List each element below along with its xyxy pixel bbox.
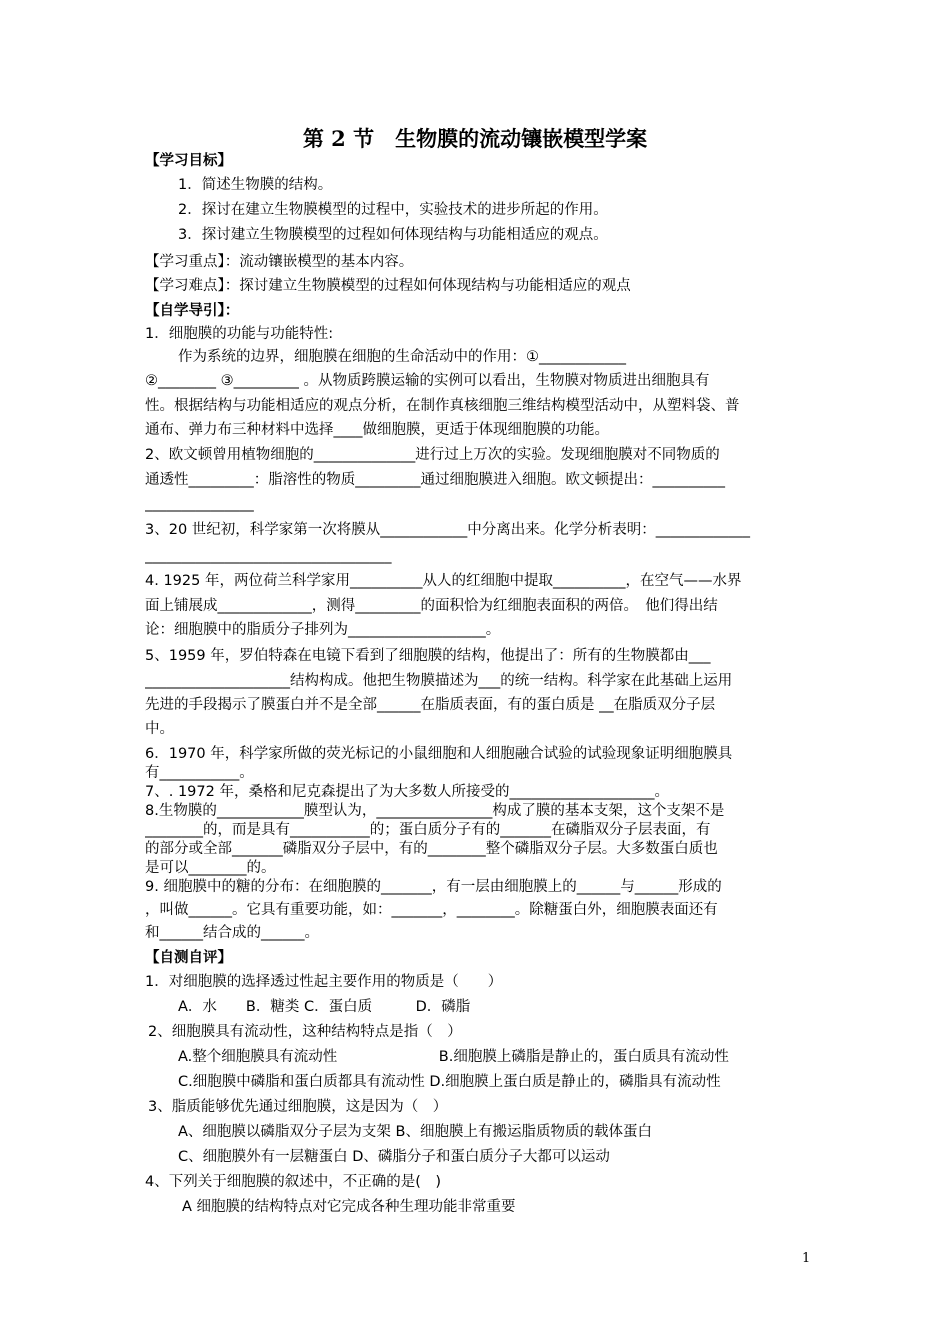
key-point-line: 【学习重点】：流动镶嵌模型的基本内容。 <box>145 254 414 270</box>
text-line: 作为系统的边界，细胞膜在细胞的生命活动中的作用：①____________ <box>178 349 626 365</box>
text-line: 通布、弹力布三种材料中选择____做细胞膜，更适于体现细胞膜的功能。 <box>145 422 609 438</box>
question-line: 4、下列关于细胞膜的叙述中，不正确的是( ) <box>145 1174 442 1190</box>
text-line: 的部分或全部_______磷脂双分子层中，有的________整个磷脂双分子层。大多数蛋白质也 <box>145 841 718 857</box>
text-line: ②________ ③_________ 。从物质跨膜运输的实例可以看出，生物膜对物质进出细胞具有 <box>145 373 710 389</box>
question-line: 1．对细胞膜的选择透过性起主要作用的物质是（ ） <box>145 974 503 990</box>
option-line: C.细胞膜中磷脂和蛋白质都具有流动性 D.细胞膜上蛋白质是静止的，磷脂具有流动性 <box>178 1074 721 1090</box>
option-line: A．水 B．糖类 C．蛋白质 D．磷脂 <box>178 999 471 1015</box>
section-heading-guide: 【自学导引】： <box>145 303 240 319</box>
text-line: 5、1959 年，罗伯特森在电镜下看到了细胞膜的结构，他提出了：所有的生物膜都由___ <box>145 648 711 664</box>
text-line: 论：细胞膜中的脂质分子排列为___________________。 <box>145 622 501 638</box>
text-line: ，叫做______。它具有重要功能，如：_______，________。除糖蛋白外，细胞膜表面还有 <box>145 902 718 918</box>
text-line: 先进的手段揭示了膜蛋白并不是全部______在脂质表面，有的蛋白质是 __在脂质双分子层 <box>145 697 716 713</box>
text-line: ____________________结构构成。他把生物膜描述为___的统一结构。科学家在此基础上运用 <box>145 673 733 689</box>
text-line: 1．细胞膜的功能与功能特性: <box>145 326 334 342</box>
text-line: 7、. 1972 年，桑格和尼克森提出了为大多数人所接受的____________________。 <box>145 784 669 800</box>
option-line: A 细胞膜的结构特点对它完成各种生理功能非常重要 <box>182 1199 516 1215</box>
text-line: ________的，而是具有___________的；蛋白质分子有的_______在磷脂双分子层表面，有 <box>145 822 711 838</box>
text-line: 面上铺展成_____________，测得_________的面积恰为红细胞表面积的两倍。 他们得出结 <box>145 598 718 614</box>
text-line: 3、20 世纪初，科学家第一次将膜从____________中分离出来。化学分析表明：_____________ <box>145 522 751 538</box>
option-line: A、细胞膜以磷脂双分子层为支架 B、细胞膜上有搬运脂质物质的载体蛋白 <box>178 1124 652 1140</box>
text-line: 和______结合成的______。 <box>145 925 319 941</box>
section-heading-self-test: 【自测自评】 <box>145 950 232 966</box>
text-line: 9. 细胞膜中的糖的分布：在细胞膜的_______，有一层由细胞膜上的______与______形成的 <box>145 879 722 895</box>
text-line: __________________________________ <box>145 548 392 564</box>
page-title: 第 2 节 生物膜的流动镶嵌模型学案 <box>302 126 648 151</box>
text-line: 是可以________的。 <box>145 860 276 876</box>
text-line: 性。根据结构与功能相适应的观点分析，在制作真核细胞三维结构模型活动中，从塑料袋、普 <box>145 398 740 414</box>
question-line: 2、细胞膜具有流动性，这种结构特点是指（ ） <box>148 1024 462 1040</box>
option-line: C、细胞膜外有一层糖蛋白 D、磷脂分子和蛋白质分子大都可以运动 <box>178 1149 610 1165</box>
text-line: 中。 <box>145 721 174 737</box>
text-line: 通透性_________：脂溶性的物质_________通过细胞膜进入细胞。欧文顿提出：__________ <box>145 472 725 488</box>
section-heading-goals: 【学习目标】 <box>145 153 232 169</box>
text-line: 6．1970 年，科学家所做的荧光标记的小鼠细胞和人细胞融合试验的试验现象证明细胞膜具 <box>145 746 733 762</box>
text-line: 有___________。 <box>145 765 254 781</box>
question-line: 3、脂质能够优先通过细胞膜，这是因为（ ） <box>148 1099 448 1115</box>
text-line: _______________ <box>145 496 254 512</box>
goal-line: 2．探讨在建立生物膜模型的过程中，实验技术的进步所起的作用。 <box>178 202 608 218</box>
goal-line: 1．简述生物膜的结构。 <box>178 177 333 193</box>
option-line: A.整个细胞膜具有流动性 B.细胞膜上磷脂是静止的，蛋白质具有流动性 <box>178 1049 729 1065</box>
text-line: 2、欧文顿曾用植物细胞的______________进行过上万次的实验。发现细胞膜对不同物质的 <box>145 447 720 463</box>
text-line: 8.生物膜的____________膜型认为，________________构成了膜的基本支架，这个支架不是 <box>145 803 725 819</box>
goal-line: 3．探讨建立生物膜模型的过程如何体现结构与功能相适应的观点。 <box>178 227 608 243</box>
page-number: 1 <box>802 1251 811 1266</box>
difficulty-line: 【学习难点】：探讨建立生物膜模型的过程如何体现结构与功能相适应的观点 <box>145 278 631 294</box>
text-line: 4. 1925 年，两位荷兰科学家用__________从人的红细胞中提取__________，在空气——水界 <box>145 573 742 589</box>
